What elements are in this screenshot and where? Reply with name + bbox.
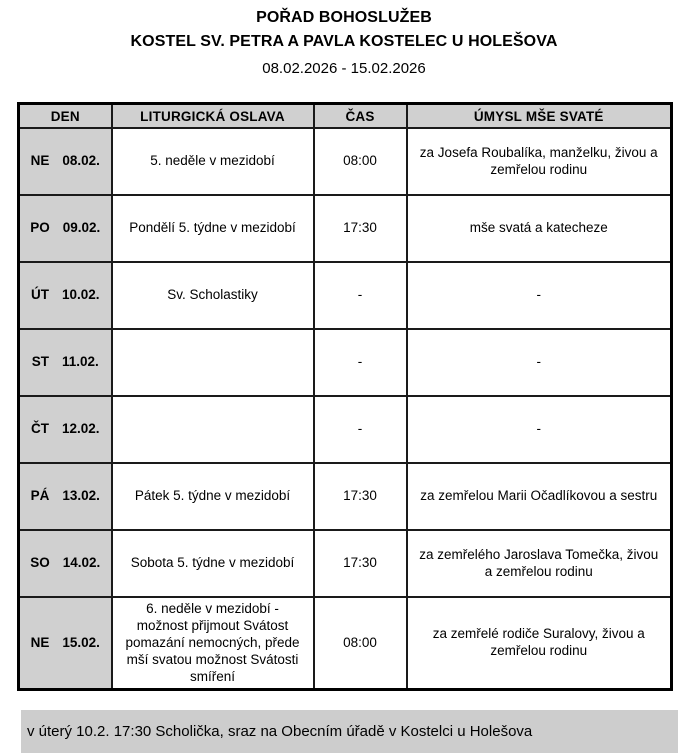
day-date: 13.02. — [62, 488, 100, 504]
celebration-cell: Pátek 5. týdne v mezidobí — [112, 463, 314, 530]
schedule-table — [17, 102, 673, 691]
column-header-cas: ČAS — [314, 104, 407, 129]
date-range: 08.02.2026 - 15.02.2026 — [262, 59, 426, 77]
day-cell — [19, 396, 112, 463]
table-row — [19, 195, 672, 262]
day-abbreviation: NE — [30, 634, 50, 650]
day-abbreviation: ÚT — [30, 287, 49, 303]
day-cell — [19, 195, 112, 262]
intention-cell: - — [407, 396, 672, 463]
time-cell: - — [314, 396, 407, 463]
day-abbreviation: ČT — [30, 421, 49, 437]
day-date: 10.02. — [61, 287, 100, 303]
day-cell — [19, 463, 112, 530]
intention-cell: za Josefa Roubalíka, manželku, živou a zemřelou rodinu — [407, 128, 672, 195]
table-row — [19, 329, 672, 396]
celebration-cell — [112, 396, 314, 463]
table-row — [19, 128, 672, 195]
table-row — [19, 530, 672, 597]
column-header-liturgicka-oslava: LITURGICKÁ OSLAVA — [112, 104, 314, 129]
time-cell: 08:00 — [314, 128, 407, 195]
schedule-body — [19, 128, 672, 690]
day-cell — [19, 597, 112, 690]
document-header — [0, 0, 688, 78]
table-row — [19, 463, 672, 530]
day-date: 09.02. — [62, 220, 101, 236]
day-cell — [19, 329, 112, 396]
intention-cell: za zemřelého Jaroslava Tomečka, živou a zemřelou rodinu — [407, 530, 672, 597]
day-abbreviation: NE — [30, 153, 50, 169]
day-date: 12.02. — [61, 421, 100, 437]
celebration-cell — [112, 329, 314, 396]
table-row — [19, 262, 672, 329]
time-cell: 17:30 — [314, 195, 407, 262]
celebration-cell: 5. neděle v mezidobí — [112, 128, 314, 195]
intention-cell: - — [407, 329, 672, 396]
table-row — [19, 396, 672, 463]
intention-cell: mše svatá a katecheze — [407, 195, 672, 262]
schedule-table-head — [19, 104, 672, 129]
day-cell — [19, 128, 112, 195]
church-name: KOSTEL SV. PETRA A PAVLA KOSTELEC U HOLEŠOVA — [130, 32, 558, 50]
day-abbreviation: PÁ — [30, 488, 50, 504]
time-cell: - — [314, 329, 407, 396]
day-date: 08.02. — [62, 153, 100, 169]
footer-note-text: v úterý 10.2. 17:30 Scholička, sraz na Obecním úřadě v Kostelci u Holešova — [27, 723, 533, 741]
day-abbreviation: SO — [30, 555, 50, 571]
day-cell — [19, 262, 112, 329]
column-header-den: DEN — [19, 104, 112, 129]
day-abbreviation: ST — [31, 354, 49, 370]
day-date: 15.02. — [62, 634, 100, 650]
day-abbreviation: PO — [30, 220, 50, 236]
time-cell: - — [314, 262, 407, 329]
day-date: 11.02. — [61, 354, 99, 370]
day-date: 14.02. — [62, 555, 101, 571]
header-row — [19, 104, 672, 129]
intention-cell: - — [407, 262, 672, 329]
table-row — [19, 597, 672, 690]
celebration-cell: Sv. Scholastiky — [112, 262, 314, 329]
page-title: POŘAD BOHOSLUŽEB — [256, 9, 432, 26]
footer-note-bar — [21, 710, 678, 753]
time-cell: 17:30 — [314, 530, 407, 597]
intention-cell: za zemřelou Marii Očadlíkovou a sestru — [407, 463, 672, 530]
day-cell — [19, 530, 112, 597]
intention-cell: za zemřelé rodiče Suralovy, živou a zemřelou rodinu — [407, 597, 672, 690]
celebration-cell: 6. neděle v mezidobí - možnost přijmout Svátost pomazání nemocných, přede mší svatou možnost Svátosti smíření — [112, 597, 314, 690]
celebration-cell: Pondělí 5. týdne v mezidobí — [112, 195, 314, 262]
column-header-umysl-mse-svate: ÚMYSL MŠE SVATÉ — [407, 104, 672, 129]
time-cell: 17:30 — [314, 463, 407, 530]
celebration-cell: Sobota 5. týdne v mezidobí — [112, 530, 314, 597]
time-cell: 08:00 — [314, 597, 407, 690]
